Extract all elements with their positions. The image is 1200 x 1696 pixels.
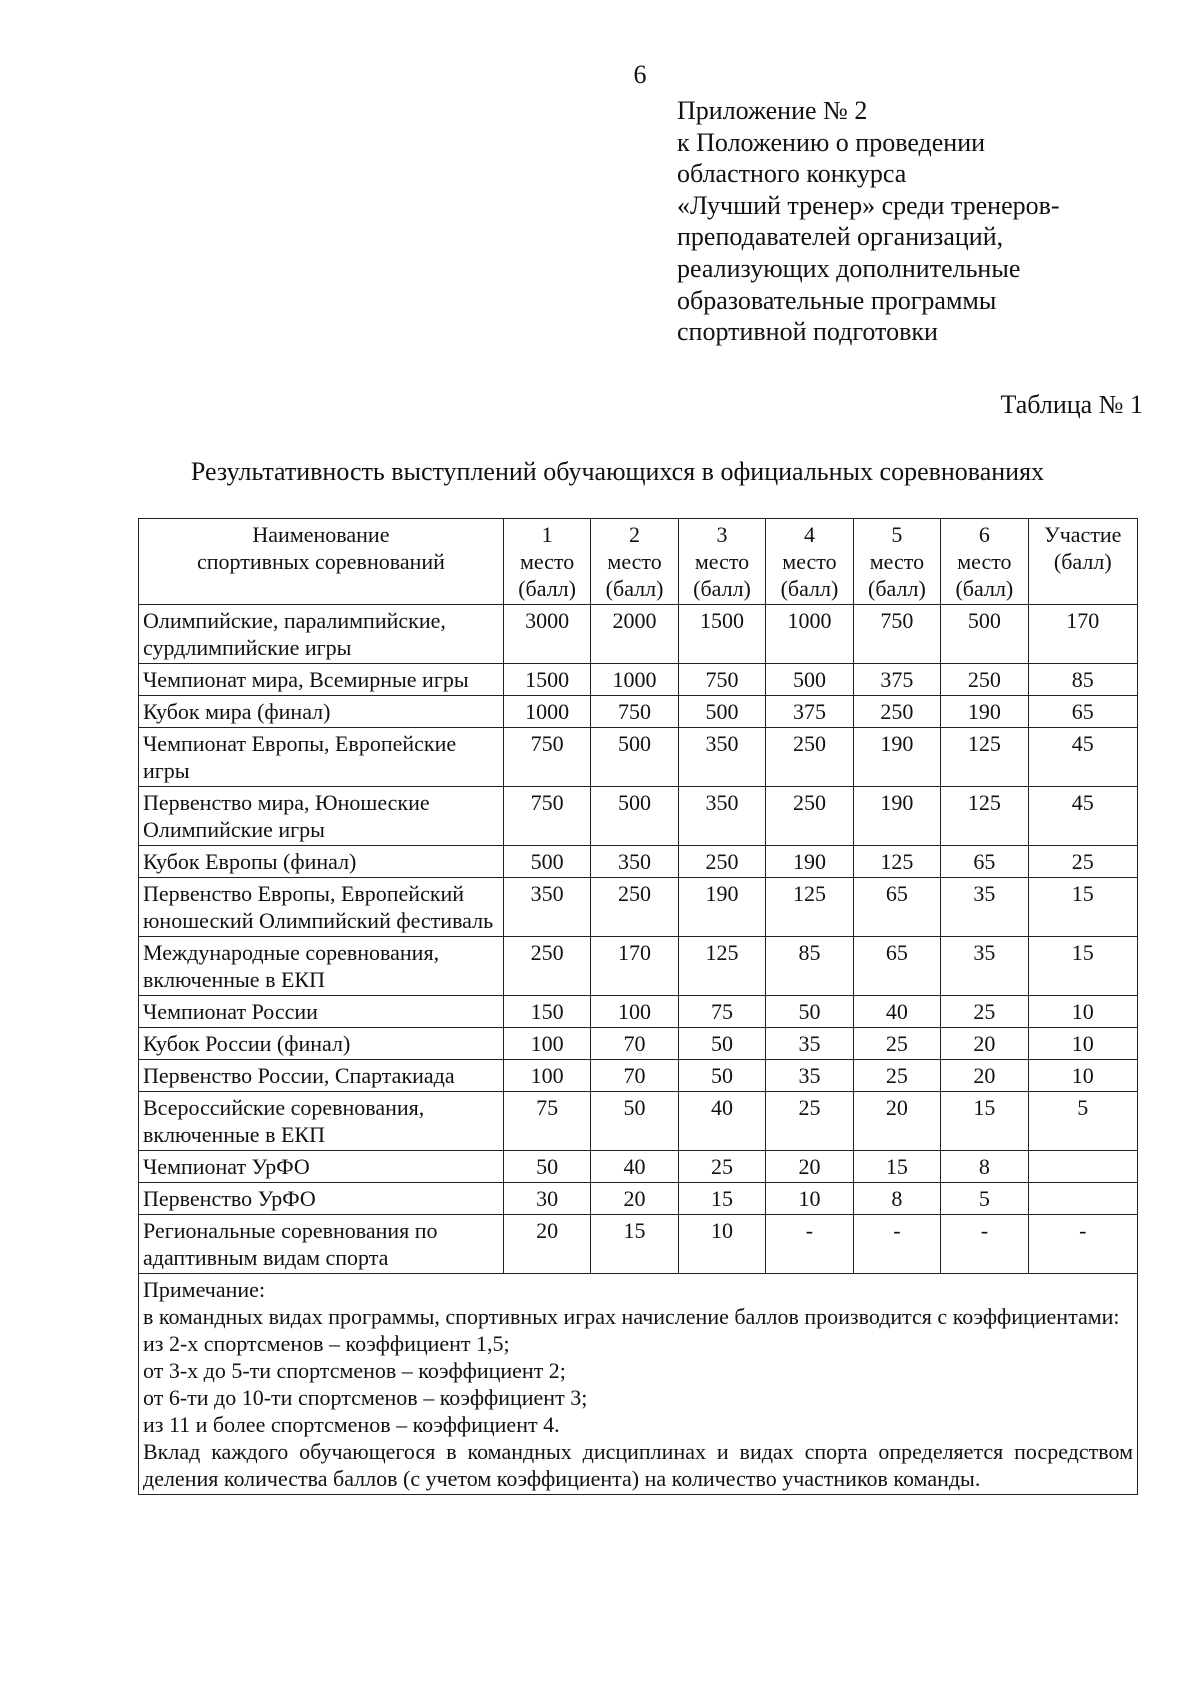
participation-points: 10 — [1028, 1028, 1137, 1060]
header-line: (балл) — [693, 576, 751, 601]
note-line: от 3-х до 5-ти спортсменов – коэффициент 2; — [143, 1358, 566, 1383]
header-line: 1 — [541, 522, 553, 547]
place-points: 20 — [591, 1183, 678, 1215]
place-points: 65 — [941, 846, 1028, 878]
header-line: место — [782, 549, 837, 574]
place-points: 35 — [766, 1060, 853, 1092]
place-points: 25 — [853, 1060, 940, 1092]
place-points: 750 — [678, 664, 765, 696]
competition-name: Олимпийские, паралимпийские, сурдлимпийские игры — [139, 605, 504, 664]
place-points: 8 — [853, 1183, 940, 1215]
header-line: место — [869, 549, 925, 574]
appendix-line: областного конкурса — [677, 159, 907, 189]
header-line: (балл) — [780, 576, 839, 601]
table-row — [139, 1215, 1138, 1274]
place-points: 30 — [503, 1183, 590, 1215]
competition-name: Международные соревнования, включенные в ЕКП — [139, 937, 504, 996]
place-points: 150 — [503, 996, 590, 1028]
participation-points: 25 — [1028, 846, 1137, 878]
participation-points: 45 — [1028, 728, 1137, 787]
note-cell — [139, 1274, 1138, 1495]
participation-points: 85 — [1028, 664, 1137, 696]
place-points: 20 — [941, 1060, 1028, 1092]
competition-name: Первенство мира, Юношеские Олимпийские игры — [139, 787, 504, 846]
header-line: 6 — [978, 522, 990, 547]
note-title: Примечание: — [143, 1277, 266, 1302]
place-points: 50 — [766, 996, 853, 1028]
place-points: 500 — [678, 696, 765, 728]
appendix-line: образовательные программы — [677, 285, 997, 315]
appendix-line: Приложение № 2 — [677, 96, 868, 125]
header-cell-place — [1028, 519, 1137, 605]
header-line: 3 — [716, 522, 728, 547]
page-number: 6 — [633, 60, 647, 89]
competition-name: Кубок мира (финал) — [139, 696, 504, 728]
place-points: 190 — [853, 728, 940, 787]
note-line: Вклад каждого обучающегося в командных дисциплинах и видах спорта определяется посредством деления количества баллов (с учетом коэффициента) на количество участников команды. — [143, 1439, 1133, 1491]
place-points: 500 — [591, 787, 678, 846]
competition-name: Кубок Европы (финал) — [139, 846, 504, 878]
competition-name: Чемпионат Европы, Европейские игры — [139, 728, 504, 787]
place-points: 125 — [941, 787, 1028, 846]
participation-points: 170 — [1028, 605, 1137, 664]
place-points: - — [766, 1215, 853, 1274]
place-points: 25 — [678, 1151, 765, 1183]
place-points: 1500 — [503, 664, 590, 696]
appendix-line: к Положению о проведении — [677, 127, 986, 157]
place-points: 25 — [766, 1092, 853, 1151]
place-points: 190 — [853, 787, 940, 846]
header-line: (балл) — [605, 576, 664, 601]
appendix-line: спортивной подготовки — [677, 317, 938, 347]
place-points: 20 — [503, 1215, 590, 1274]
place-points: 750 — [591, 696, 678, 728]
place-points: 65 — [853, 878, 940, 937]
header-cell-place — [853, 519, 940, 605]
competition-name: Всероссийские соревнования, включенные в ЕКП — [139, 1092, 504, 1151]
place-points: 350 — [678, 787, 765, 846]
header-line: место — [519, 549, 575, 574]
place-points: 2000 — [591, 605, 678, 664]
table-row — [139, 1028, 1138, 1060]
header-line: (балл) — [1053, 549, 1112, 574]
place-points: 170 — [591, 937, 678, 996]
place-points: 15 — [678, 1183, 765, 1215]
header-cell-place — [766, 519, 853, 605]
place-points: 250 — [591, 878, 678, 937]
header-line: Участие — [1044, 522, 1122, 547]
table-row — [139, 1092, 1138, 1151]
place-points: 250 — [678, 846, 765, 878]
place-points: - — [941, 1215, 1028, 1274]
competition-name: Региональные соревнования по адаптивным видам спорта — [139, 1215, 504, 1274]
participation-points: 15 — [1028, 878, 1137, 937]
place-points: 1500 — [678, 605, 765, 664]
place-points: 125 — [678, 937, 765, 996]
place-points: 70 — [591, 1028, 678, 1060]
header-line: (балл) — [955, 576, 1014, 601]
place-points: 25 — [853, 1028, 940, 1060]
table-row — [139, 937, 1138, 996]
competition-name: Чемпионат УрФО — [139, 1151, 504, 1183]
place-points: 125 — [941, 728, 1028, 787]
place-points: 350 — [503, 878, 590, 937]
place-points: 20 — [766, 1151, 853, 1183]
header-line: (балл) — [518, 576, 576, 601]
place-points: 40 — [678, 1092, 765, 1151]
header-line: Наименование — [252, 522, 390, 547]
place-points: 50 — [591, 1092, 678, 1151]
header-line: место — [957, 549, 1012, 574]
place-points: 375 — [766, 696, 853, 728]
table-row — [139, 605, 1138, 664]
place-points: 50 — [678, 1028, 765, 1060]
appendix-line: «Лучший тренер» среди тренеров- — [677, 190, 1060, 220]
header-line: (балл) — [868, 576, 926, 601]
place-points: 190 — [941, 696, 1028, 728]
place-points: 190 — [766, 846, 853, 878]
place-points: 70 — [591, 1060, 678, 1092]
header-cell-place — [503, 519, 590, 605]
participation-points: 15 — [1028, 937, 1137, 996]
place-points: 100 — [503, 1028, 590, 1060]
place-points: 750 — [503, 787, 590, 846]
header-cell-name — [139, 519, 504, 605]
header-cell-place — [941, 519, 1028, 605]
table-row — [139, 846, 1138, 878]
header-cell-place — [678, 519, 765, 605]
table-row — [139, 696, 1138, 728]
participation-points: 10 — [1028, 1060, 1137, 1092]
competition-name: Первенство УрФО — [139, 1183, 504, 1215]
place-points: 250 — [941, 664, 1028, 696]
table-row — [139, 728, 1138, 787]
header-line: 4 — [803, 522, 815, 547]
place-points: 750 — [853, 605, 940, 664]
participation-points: 10 — [1028, 996, 1137, 1028]
place-points: 250 — [766, 728, 853, 787]
place-points: 15 — [941, 1092, 1028, 1151]
note-row — [139, 1274, 1138, 1495]
table-row — [139, 787, 1138, 846]
place-points: 10 — [766, 1183, 853, 1215]
place-points: 35 — [941, 878, 1028, 937]
header-line: место — [694, 549, 750, 574]
participation-points: 5 — [1028, 1092, 1137, 1151]
place-points: 35 — [766, 1028, 853, 1060]
participation-points: 65 — [1028, 696, 1137, 728]
place-points: 500 — [941, 605, 1028, 664]
header-cell-place — [591, 519, 678, 605]
place-points: 40 — [853, 996, 940, 1028]
place-points: 100 — [591, 996, 678, 1028]
place-points: 50 — [678, 1060, 765, 1092]
place-points: 10 — [678, 1215, 765, 1274]
place-points: 35 — [941, 937, 1028, 996]
competition-name: Первенство России, Спартакиада — [139, 1060, 504, 1092]
competition-name: Чемпионат мира, Всемирные игры — [139, 664, 504, 696]
results-table — [138, 518, 1138, 1495]
place-points: 75 — [678, 996, 765, 1028]
place-points: 15 — [853, 1151, 940, 1183]
place-points: 100 — [503, 1060, 590, 1092]
place-points: 250 — [766, 787, 853, 846]
place-points: 350 — [678, 728, 765, 787]
table-row — [139, 664, 1138, 696]
place-points: 5 — [941, 1183, 1028, 1215]
place-points: 125 — [853, 846, 940, 878]
appendix-line: реализующих дополнительные — [677, 253, 1021, 283]
place-points: 375 — [853, 664, 940, 696]
competition-name: Кубок России (финал) — [139, 1028, 504, 1060]
place-points: 1000 — [503, 696, 590, 728]
table-row — [139, 1060, 1138, 1092]
table-row — [139, 878, 1138, 937]
note-line: из 11 и более спортсменов – коэффициент 4. — [143, 1412, 560, 1437]
place-points: 1000 — [591, 664, 678, 696]
participation-points: 45 — [1028, 787, 1137, 846]
header-line: 2 — [629, 522, 641, 547]
table-title: Результативность выступлений обучающихся в официальных соревнованиях — [190, 457, 1045, 486]
table-row — [139, 996, 1138, 1028]
place-points: 250 — [853, 696, 940, 728]
place-points: 65 — [853, 937, 940, 996]
place-points: 85 — [766, 937, 853, 996]
place-points: 25 — [941, 996, 1028, 1028]
place-points: 8 — [941, 1151, 1028, 1183]
table-number: Таблица № 1 — [1000, 390, 1143, 419]
place-points: 20 — [853, 1092, 940, 1151]
place-points: 1000 — [766, 605, 853, 664]
place-points: 15 — [591, 1215, 678, 1274]
place-points: 500 — [766, 664, 853, 696]
table-header-row — [139, 519, 1138, 605]
place-points: 500 — [503, 846, 590, 878]
place-points: - — [853, 1215, 940, 1274]
header-line: место — [607, 549, 662, 574]
place-points: 50 — [503, 1151, 590, 1183]
place-points: 3000 — [503, 605, 590, 664]
table-row — [139, 1151, 1138, 1183]
place-points: 125 — [766, 878, 853, 937]
place-points: 250 — [503, 937, 590, 996]
place-points: 190 — [678, 878, 765, 937]
note-line: от 6-ти до 10-ти спортсменов – коэффициент 3; — [143, 1385, 588, 1410]
participation-points — [1028, 1183, 1137, 1215]
competition-name: Чемпионат России — [139, 996, 504, 1028]
place-points: 350 — [591, 846, 678, 878]
place-points: 500 — [591, 728, 678, 787]
header-line: спортивных соревнований — [196, 549, 445, 574]
note-line: в командных видах программы, спортивных играх начисление баллов производится с коэффициентами: — [143, 1304, 1120, 1329]
place-points: 40 — [591, 1151, 678, 1183]
participation-points — [1028, 1151, 1137, 1183]
appendix-line: преподавателей организаций, — [677, 222, 1004, 252]
note-line: из 2-х спортсменов – коэффициент 1,5; — [143, 1331, 510, 1356]
table-row — [139, 1183, 1138, 1215]
place-points: 20 — [941, 1028, 1028, 1060]
participation-points: - — [1028, 1215, 1137, 1274]
header-line: 5 — [891, 522, 903, 547]
competition-name: Первенство Европы, Европейский юношеский Олимпийский фестиваль — [139, 878, 504, 937]
appendix-header — [677, 95, 1147, 348]
place-points: 75 — [503, 1092, 590, 1151]
place-points: 750 — [503, 728, 590, 787]
